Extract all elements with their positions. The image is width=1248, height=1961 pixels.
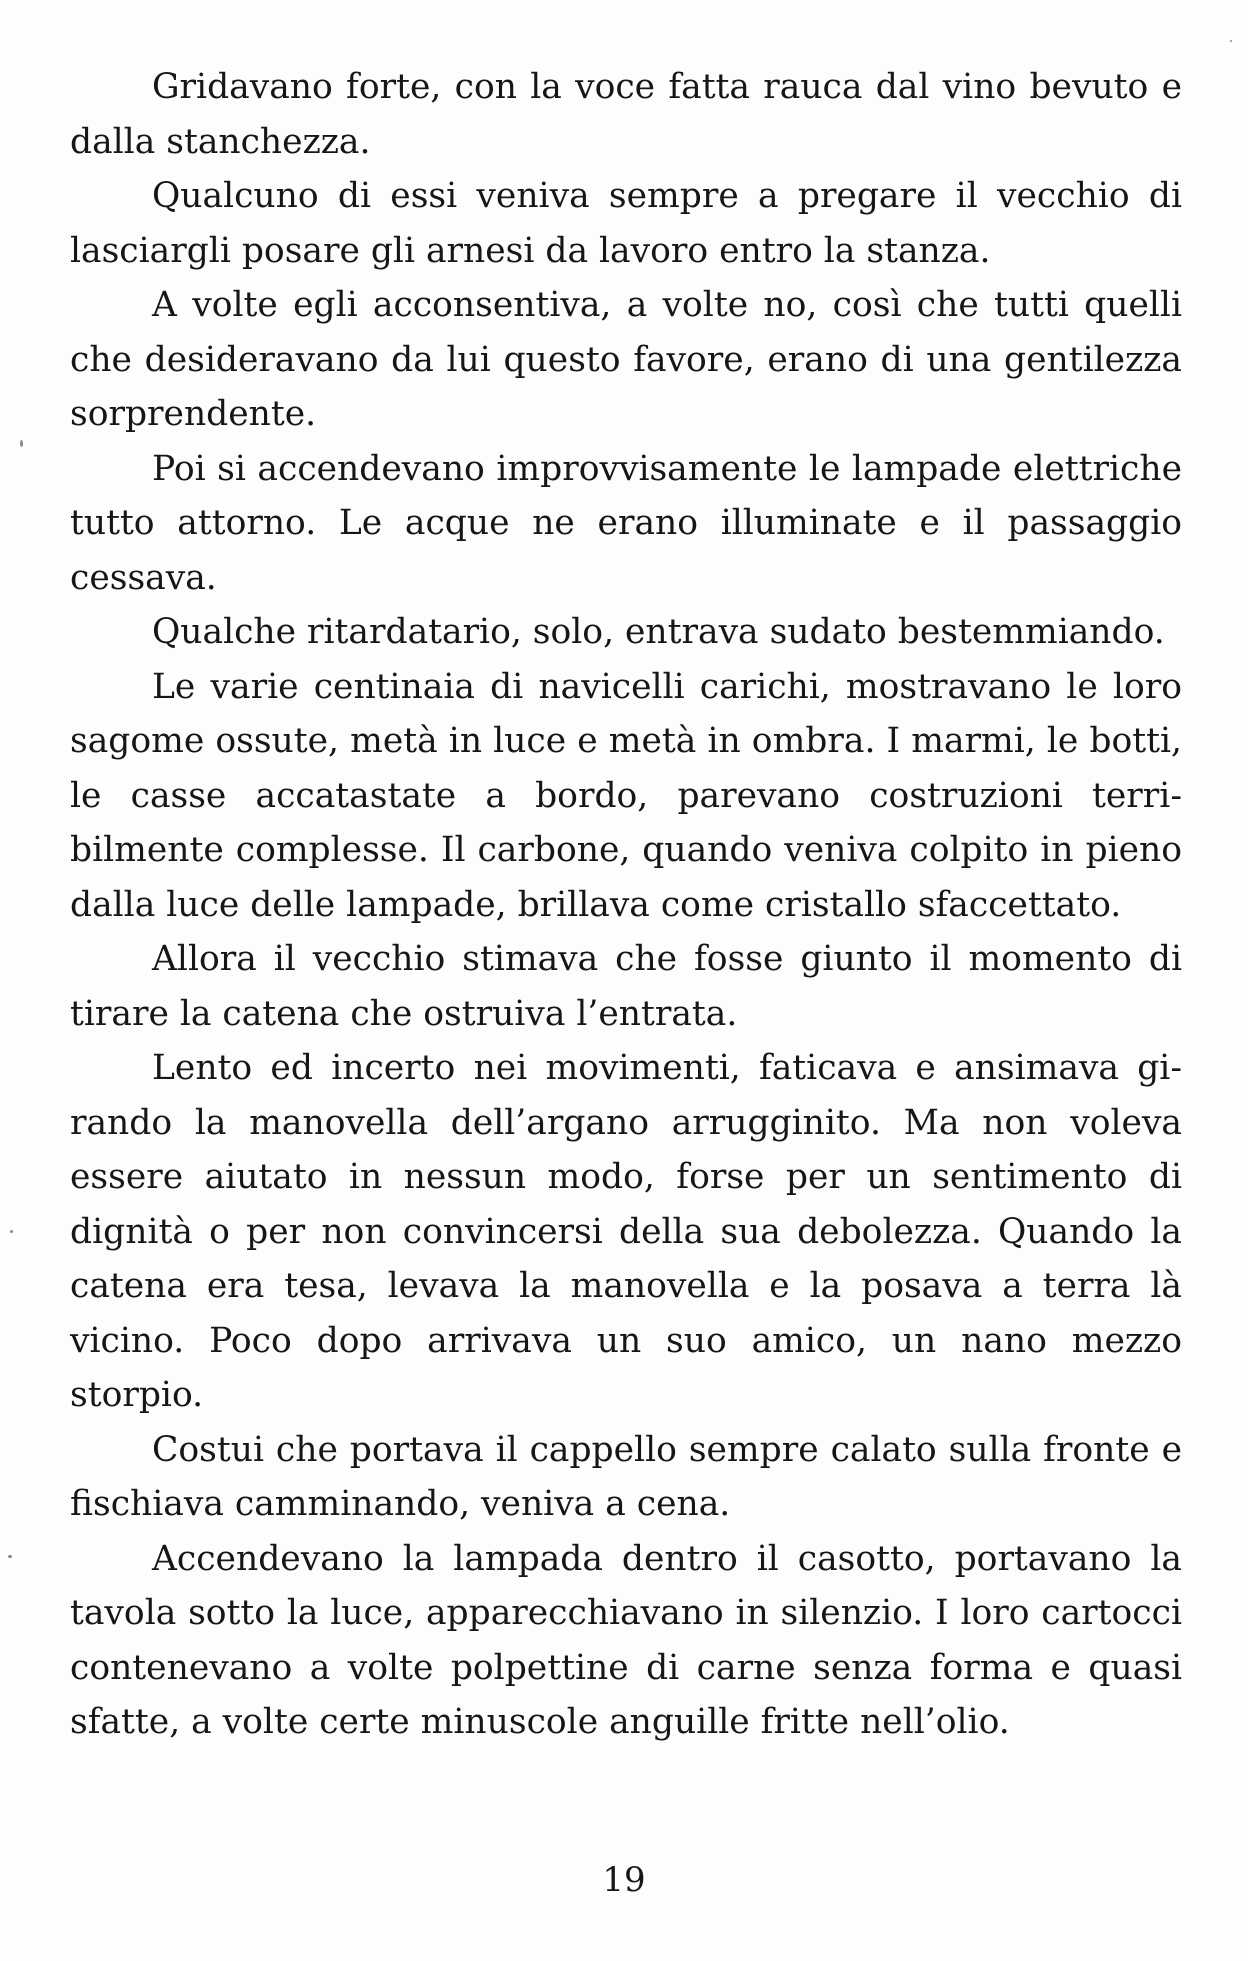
paragraph-2: Qualcuno di essi veniva sempre a pregare il vecchio di lasciargli posare gli arnesi da lavoro entro la stanza. bbox=[70, 176, 1182, 271]
paragraph-9: Costui che portava il cappello sempre calato sulla fronte e fischiava camminando, veniva a cena. bbox=[70, 1429, 1182, 1524]
paragraph-8: Lento ed incerto nei movimenti, faticava e ansimava girando la manovella dell’argano arrugginito. Ma non voleva essere aiutato in nessun modo, forse per un sentimento di dignità o per non convincersi della sua debolezza. Quando la catena era tesa, levava la manovella e la posava a terra là vicino. Poco dopo arrivava un suo amico, un nano mezzo storpio. bbox=[70, 1048, 1182, 1415]
scan-speck bbox=[10, 1230, 13, 1233]
scan-speck bbox=[8, 1555, 12, 1558]
paragraph-6: Le varie centinaia di navicelli carichi, mostravano le loro sagome ossute, metà in luce e metà in ombra. I marmi, le botti, le casse accatastate a bordo, parevano costruzioni terribilmente complesse. Il carbone, quando veniva colpito in pieno dalla luce delle lampade, brillava come cristallo sfaccettato. bbox=[70, 666, 1182, 925]
paragraph-1: Gridavano forte, con la voce fatta rauca dal vino bevuto e dalla stanchezza. bbox=[70, 67, 1182, 162]
paragraph-4: Poi si accendevano improvvisamente le lampade elettriche tutto attorno. Le acque ne erano illuminate e il passaggio cessava. bbox=[70, 448, 1182, 598]
page-number: 19 bbox=[602, 1860, 646, 1900]
paragraph-10: Accendevano la lampada dentro il casotto, portavano la tavola sotto la luce, apparecchiavano in silenzio. I loro cartocci contenevano a volte polpettine di carne senza forma e quasi sfatte, a volte certe minuscole anguille fritte nell’olio. bbox=[70, 1538, 1182, 1742]
paragraph-5: Qualche ritardatario, solo, entrava sudato bestemmiando. bbox=[152, 612, 1165, 652]
paragraph-3: A volte egli acconsentiva, a volte no, così che tutti quelli che desideravano da lui questo favore, erano di una gentilezza sorprendente. bbox=[70, 285, 1182, 434]
scan-speck bbox=[1230, 40, 1232, 42]
scan-speck bbox=[20, 440, 23, 447]
body-text bbox=[70, 60, 1182, 1750]
paragraph-7: Allora il vecchio stimava che fosse giunto il momento di tirare la catena che ostruiva l’entrata. bbox=[70, 939, 1182, 1034]
